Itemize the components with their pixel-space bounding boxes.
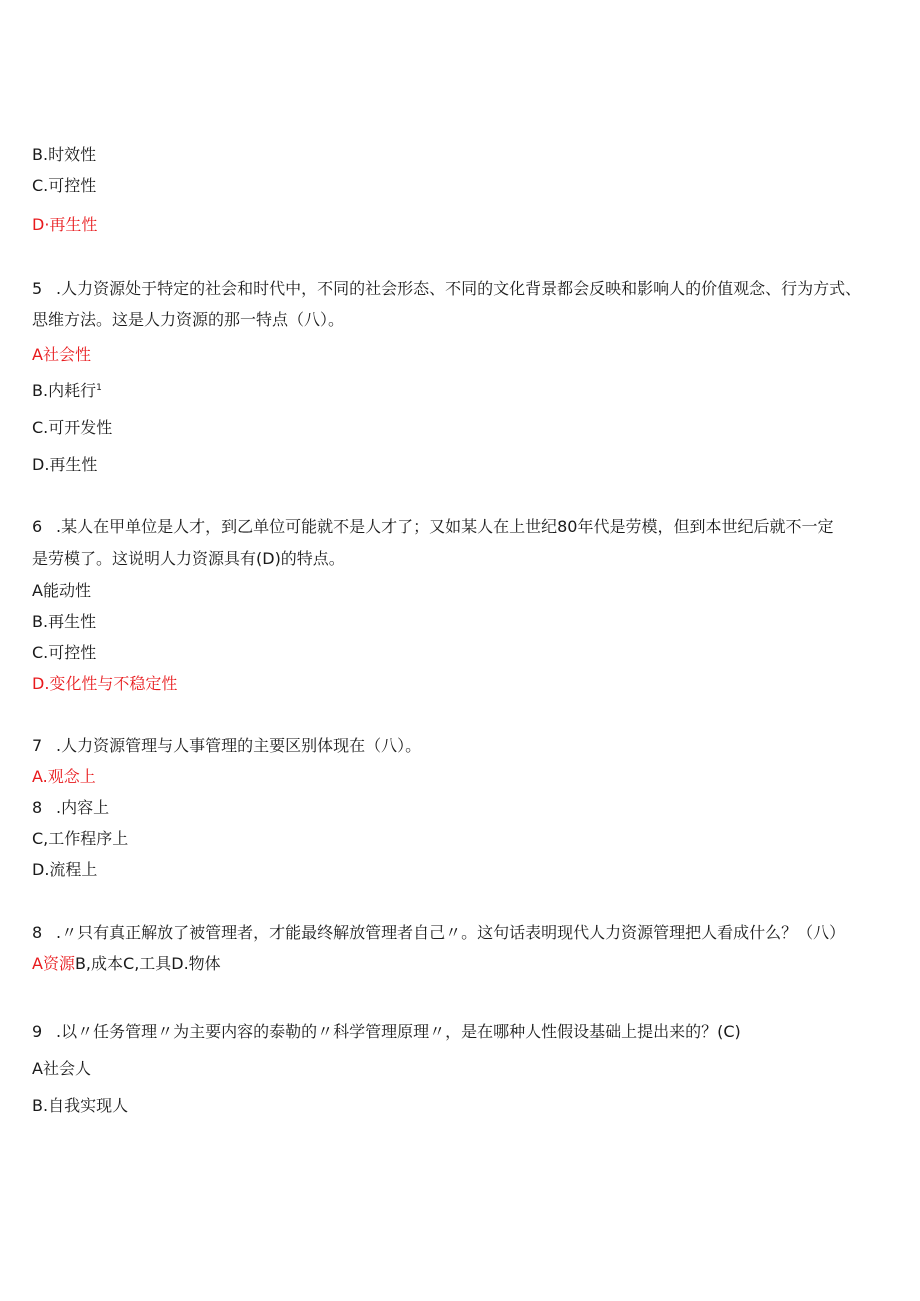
- q5-option-b: [32, 381, 102, 401]
- q5-text-line2: 思维方法。这是人力资源的那一特点（八）。: [32, 310, 345, 329]
- q8-stem: [32, 923, 845, 943]
- q9-option-a: A社会人: [32, 1059, 91, 1078]
- q7-option-b-number: 8: [32, 798, 43, 817]
- q8-text: .〃只有真正解放了被管理者，才能最终解放管理者自己〃。这句话表明现代人力资源管理把人看成什么？（八）: [56, 923, 846, 942]
- q9-option-b: B.自我实现人: [32, 1096, 129, 1115]
- q5-number: 5: [32, 279, 43, 298]
- q4-option-c: C.可控性: [32, 176, 97, 195]
- q5-stem: [32, 279, 902, 330]
- q6-option-b: B.再生性: [32, 612, 97, 631]
- q6-option-d-answer: D.变化性与不稳定性: [32, 674, 178, 693]
- q6-number: 6: [32, 517, 43, 536]
- q9-text: .以〃任务管理〃为主要内容的泰勒的〃科学管理原理〃，是在哪种人性假设基础上提出来的？(C): [56, 1022, 741, 1041]
- q7-text: .人力资源管理与人事管理的主要区别体现在（八）。: [56, 736, 422, 755]
- q6-text-line2: 是劳模了。这说明人力资源具有(D)的特点。: [32, 549, 345, 568]
- q4-option-b: B.时效性: [32, 145, 97, 164]
- q6-text-line1: .某人在甲单位是人才，到乙单位可能就不是人才了；又如某人在上世纪80年代是劳模，但到本世纪后就不一定: [56, 517, 834, 536]
- q7-option-b-text: .内容上: [56, 798, 110, 817]
- q5-option-d: D.再生性: [32, 455, 98, 474]
- q7-option-c: C,工作程序上: [32, 829, 129, 848]
- q5-option-b-text: B.内耗行: [32, 381, 97, 400]
- q9-number: 9: [32, 1022, 43, 1041]
- q8-options: [32, 954, 221, 974]
- q7-number: 7: [32, 736, 43, 755]
- q6-option-a: A能动性: [32, 581, 91, 600]
- q7-option-b: [32, 798, 109, 818]
- q6-option-c: C.可控性: [32, 643, 97, 662]
- q5-option-c: C.可开发性: [32, 418, 113, 437]
- q7-option-a-answer: A.观念上: [32, 767, 96, 786]
- q5-option-b-sup: 1: [96, 383, 102, 393]
- q5-option-a-answer: A社会性: [32, 345, 91, 364]
- q7-stem: [32, 736, 421, 756]
- q7-option-d: D.流程上: [32, 860, 98, 879]
- q8-number: 8: [32, 923, 43, 942]
- q5-text-line1: .人力资源处于特定的社会和时代中，不同的社会形态、不同的文化背景都会反映和影响人的价值观念、行为方式、: [56, 279, 862, 298]
- q8-option-a-answer: A资源: [32, 954, 75, 973]
- q9-stem: [32, 1022, 741, 1042]
- q4-option-d-answer: D·再生性: [32, 215, 98, 234]
- q6-stem: [32, 517, 902, 569]
- q8-options-rest: B,成本C,工具D.物体: [74, 954, 221, 973]
